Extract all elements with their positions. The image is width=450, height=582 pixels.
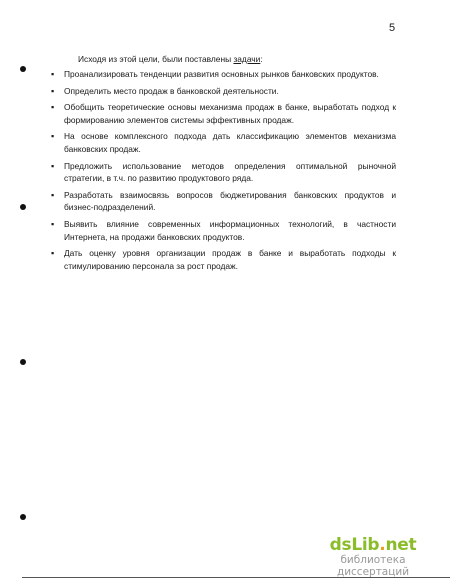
- binder-hole-icon: [20, 514, 26, 520]
- list-item: [51, 189, 396, 214]
- goals-list: [51, 68, 396, 276]
- list-item: [51, 130, 396, 155]
- list-item-text: Выявить влияние современных информационных технологий, в частности Интернета, на продажи банковских продуктов.: [64, 218, 396, 242]
- list-item: [51, 218, 396, 243]
- watermark-logo-main: dsLib: [329, 535, 380, 555]
- list-item-text: Разработать взаимосвязь вопросов бюджетирования банковских продуктов и бизнес-подразделений.: [64, 189, 396, 213]
- list-item: [51, 68, 396, 81]
- intro-colon: :: [260, 54, 263, 64]
- binder-hole-icon: [20, 359, 26, 365]
- list-item: [51, 85, 396, 98]
- watermark[interactable]: [308, 535, 438, 578]
- intro-underlined-word: задачи: [233, 54, 261, 64]
- bullet-icon: ▪: [51, 160, 55, 171]
- watermark-logo[interactable]: [308, 535, 438, 555]
- bullet-icon: ▪: [51, 218, 55, 229]
- bullet-icon: ▪: [51, 248, 55, 259]
- list-item-text: Определить место продаж в банковской деятельности.: [64, 85, 279, 96]
- list-item: [51, 247, 396, 272]
- intro-text: Исходя из этой цели, были поставлены: [78, 54, 234, 64]
- bullet-icon: ▪: [51, 189, 55, 200]
- list-item-text: На основе комплексного подхода дать классификацию элементов механизма банковских продаж.: [64, 131, 396, 154]
- list-item: [51, 160, 396, 185]
- list-item: [51, 101, 396, 126]
- list-item-text: Обобщить теоретические основы механизма продаж в банке, выработать подход к формированию элементов системы эффективных продаж.: [64, 102, 396, 125]
- list-item-text: Дать оценку уровня организации продаж в банке и выработать подходы к стимулированию персонала за рост продаж.: [64, 248, 396, 271]
- bullet-icon: ▪: [51, 131, 55, 142]
- watermark-logo-dot: .: [379, 535, 386, 555]
- bullet-icon: ▪: [51, 69, 55, 79]
- list-item-text: Проанализировать тенденции развития основных рынков банковских продуктов.: [64, 69, 379, 79]
- binder-hole-icon: [20, 66, 26, 72]
- watermark-logo-tld: net: [385, 535, 417, 555]
- page-number: 5: [389, 22, 396, 34]
- intro-line: [78, 54, 263, 64]
- watermark-subtitle: библиотека диссертаций: [336, 554, 410, 578]
- binder-hole-icon: [20, 204, 26, 210]
- bullet-icon: ▪: [51, 102, 55, 113]
- list-item-text: Предложить использование методов определения оптимальной рыночной стратегии, в т.ч. по развитию продуктового ряда.: [64, 160, 396, 184]
- bullet-icon: ▪: [51, 85, 55, 96]
